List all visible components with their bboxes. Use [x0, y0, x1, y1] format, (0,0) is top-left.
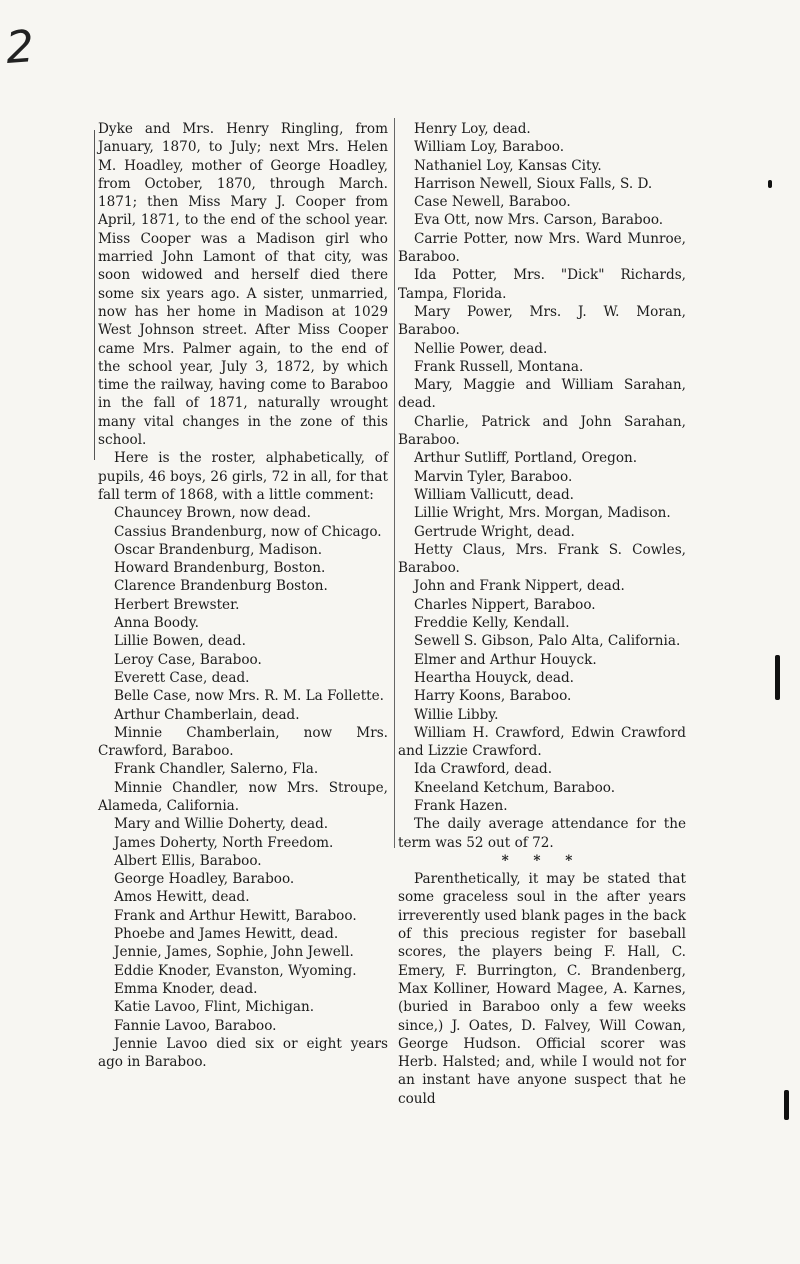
roster-entry: Henry Loy, dead. [414, 121, 531, 137]
ink-mark [784, 1090, 789, 1120]
roster-entry: Arthur Sutliff, Portland, Oregon. [414, 450, 638, 467]
paragraph-roster-intro: Here is the roster, alphabetically, of pupils, 46 boys, 26 girls, 72 in all, for that fall term of 1868, with a little comment: [98, 450, 388, 503]
roster-entry: Charlie, Patrick and John Sarahan, Baraboo. [398, 413, 686, 449]
roster-entry: John and Frank Nippert, dead. [414, 578, 625, 595]
roster-entry: Leroy Case, Baraboo. [114, 651, 262, 668]
roster-entry: James Doherty, North Freedom. [114, 834, 334, 851]
roster-entry: Phoebe and James Hewitt, dead. [114, 926, 339, 943]
roster-entry: Oscar Brandenburg, Madison. [114, 541, 323, 558]
roster-entry: Belle Case, now Mrs. R. M. La Follette. [114, 688, 384, 705]
roster-entry: Clarence Brandenburg Boston. [114, 578, 328, 595]
roster-entry: Charles Nippert, Baraboo. [414, 596, 596, 613]
right-column [398, 120, 686, 1108]
roster-entry: Lillie Bowen, dead. [114, 633, 246, 650]
roster-entry: Katie Lavoo, Flint, Michigan. [114, 999, 315, 1016]
ink-mark [768, 180, 772, 188]
roster-entry: William Loy, Baraboo. [414, 139, 565, 156]
roster-entry: Marvin Tyler, Baraboo. [414, 468, 573, 485]
section-divider-stars: * * * [501, 852, 583, 869]
roster-entry: Jennie Lavoo died six or eight years ago in Baraboo. [98, 1035, 388, 1071]
roster-entry: Lillie Wright, Mrs. Morgan, Madison. [414, 505, 671, 522]
roster-entry: Sewell S. Gibson, Palo Alta, California. [414, 633, 681, 650]
roster-entry: Ida Potter, Mrs. "Dick" Richards, Tampa, Florida. [398, 267, 686, 302]
roster-entry: Herbert Brewster. [114, 596, 240, 613]
roster-entry: Gertrude Wright, dead. [414, 523, 575, 540]
roster-entry: Harrison Newell, Sioux Falls, S. D. [414, 175, 653, 192]
roster-entry: Everett Case, dead. [114, 669, 250, 686]
roster-entry: Arthur Chamberlain, dead. [114, 706, 300, 723]
roster-entry: Mary and Willie Doherty, dead. [114, 816, 329, 833]
roster-entry: Frank Russell, Montana. [414, 358, 584, 375]
roster-entry: Elmer and Arthur Houyck. [414, 651, 597, 668]
roster-entry: Mary, Maggie and William Sarahan, dead. [398, 377, 686, 412]
roster-entry: Carrie Potter, now Mrs. Ward Munroe, Baraboo. [398, 230, 686, 266]
roster-entry: Case Newell, Baraboo. [414, 194, 571, 211]
roster-entry: William H. Crawford, Edwin Crawford and Lizzie Crawford. [398, 724, 686, 760]
roster-entry: Minnie Chandler, now Mrs. Stroupe, Alameda, California. [98, 779, 388, 814]
roster-entry: Eddie Knoder, Evanston, Wyoming. [114, 962, 357, 979]
roster-entry: Cassius Brandenburg, now of Chicago. [114, 523, 382, 540]
roster-entry: William Vallicutt, dead. [414, 486, 574, 503]
roster-entry: Heartha Houyck, dead. [414, 669, 574, 686]
roster-entry: Minnie Chamberlain, now Mrs. Crawford, Baraboo. [98, 724, 388, 760]
roster-entry: Ida Crawford, dead. [414, 761, 553, 778]
attendance-note: The daily average attendance for the term was 52 out of 72. [398, 816, 686, 851]
roster-entry: Fannie Lavoo, Baraboo. [114, 1017, 277, 1034]
roster-entry: Amos Hewitt, dead. [114, 889, 250, 906]
roster-entry: Nellie Power, dead. [414, 340, 548, 357]
column-divider-rule [394, 118, 395, 848]
paragraph-teachers: Dyke and Mrs. Henry Ringling, from January, 1870, to July; next Mrs. Helen M. Hoadley, mother of George Hoadley, from October, 1870, through March. 1871; then Miss Mary J. Cooper from April, 1871, to the end of the school year. Miss Cooper was a Madison girl who married John Lamont of that city, was soon widowed and herself died there some six years ago. A sister, unmarried, now has her home in Madison at 1029 West Johnson street. After Miss Cooper came Mrs. Palmer again, to the end of the school year, July 3, 1872, by which time the railway, having come to Baraboo in the fall of 1871, naturally wrought many vital changes in the zone of this school. [98, 121, 388, 449]
roster-entry: Frank Hazen. [414, 797, 508, 814]
roster-entry: Willie Libby. [414, 706, 499, 723]
roster-entry: Freddie Kelly, Kendall. [414, 615, 570, 632]
column-margin-rule [94, 130, 95, 460]
roster-entry: George Hoadley, Baraboo. [114, 871, 295, 888]
roster-entry: Albert Ellis, Baraboo. [114, 852, 262, 869]
roster-entry: Kneeland Ketchum, Baraboo. [414, 779, 616, 796]
roster-entry: Frank and Arthur Hewitt, Baraboo. [114, 907, 357, 924]
roster-entry: Mary Power, Mrs. J. W. Moran, Baraboo. [398, 303, 686, 339]
roster-entry: Anna Boody. [114, 615, 200, 632]
roster-entry: Eva Ott, now Mrs. Carson, Baraboo. [414, 212, 664, 229]
ink-mark [775, 655, 780, 700]
roster-entry: Jennie, James, Sophie, John Jewell. [114, 944, 354, 961]
roster-entry: Emma Knoder, dead. [114, 980, 258, 997]
roster-entry: Chauncey Brown, now dead. [114, 505, 311, 522]
left-column [98, 120, 388, 1071]
roster-entry: Frank Chandler, Salerno, Fla. [114, 761, 319, 778]
roster-entry: Harry Koons, Baraboo. [414, 688, 572, 705]
page-number: 2 [4, 21, 36, 74]
paragraph-baseball: Parenthetically, it may be stated that some graceless soul in the after years irreverently used blank pages in the back of this precious register for baseball scores, the players being F. Hall, C. Emery, F. Burrington, C. Brandenberg, Max Kolliner, Howard Magee, A. Karnes, (buried in Baraboo only a few weeks since,) J. Oates, D. Falvey, Will Cowan, George Hudson. Official scorer was Herb. Halsted; and, while I would not for an instant have anyone suspect that he could [398, 871, 686, 1107]
roster-entry: Hetty Claus, Mrs. Frank S. Cowles, Baraboo. [398, 541, 686, 577]
roster-entry: Howard Brandenburg, Boston. [114, 560, 326, 577]
roster-entry: Nathaniel Loy, Kansas City. [414, 157, 602, 174]
